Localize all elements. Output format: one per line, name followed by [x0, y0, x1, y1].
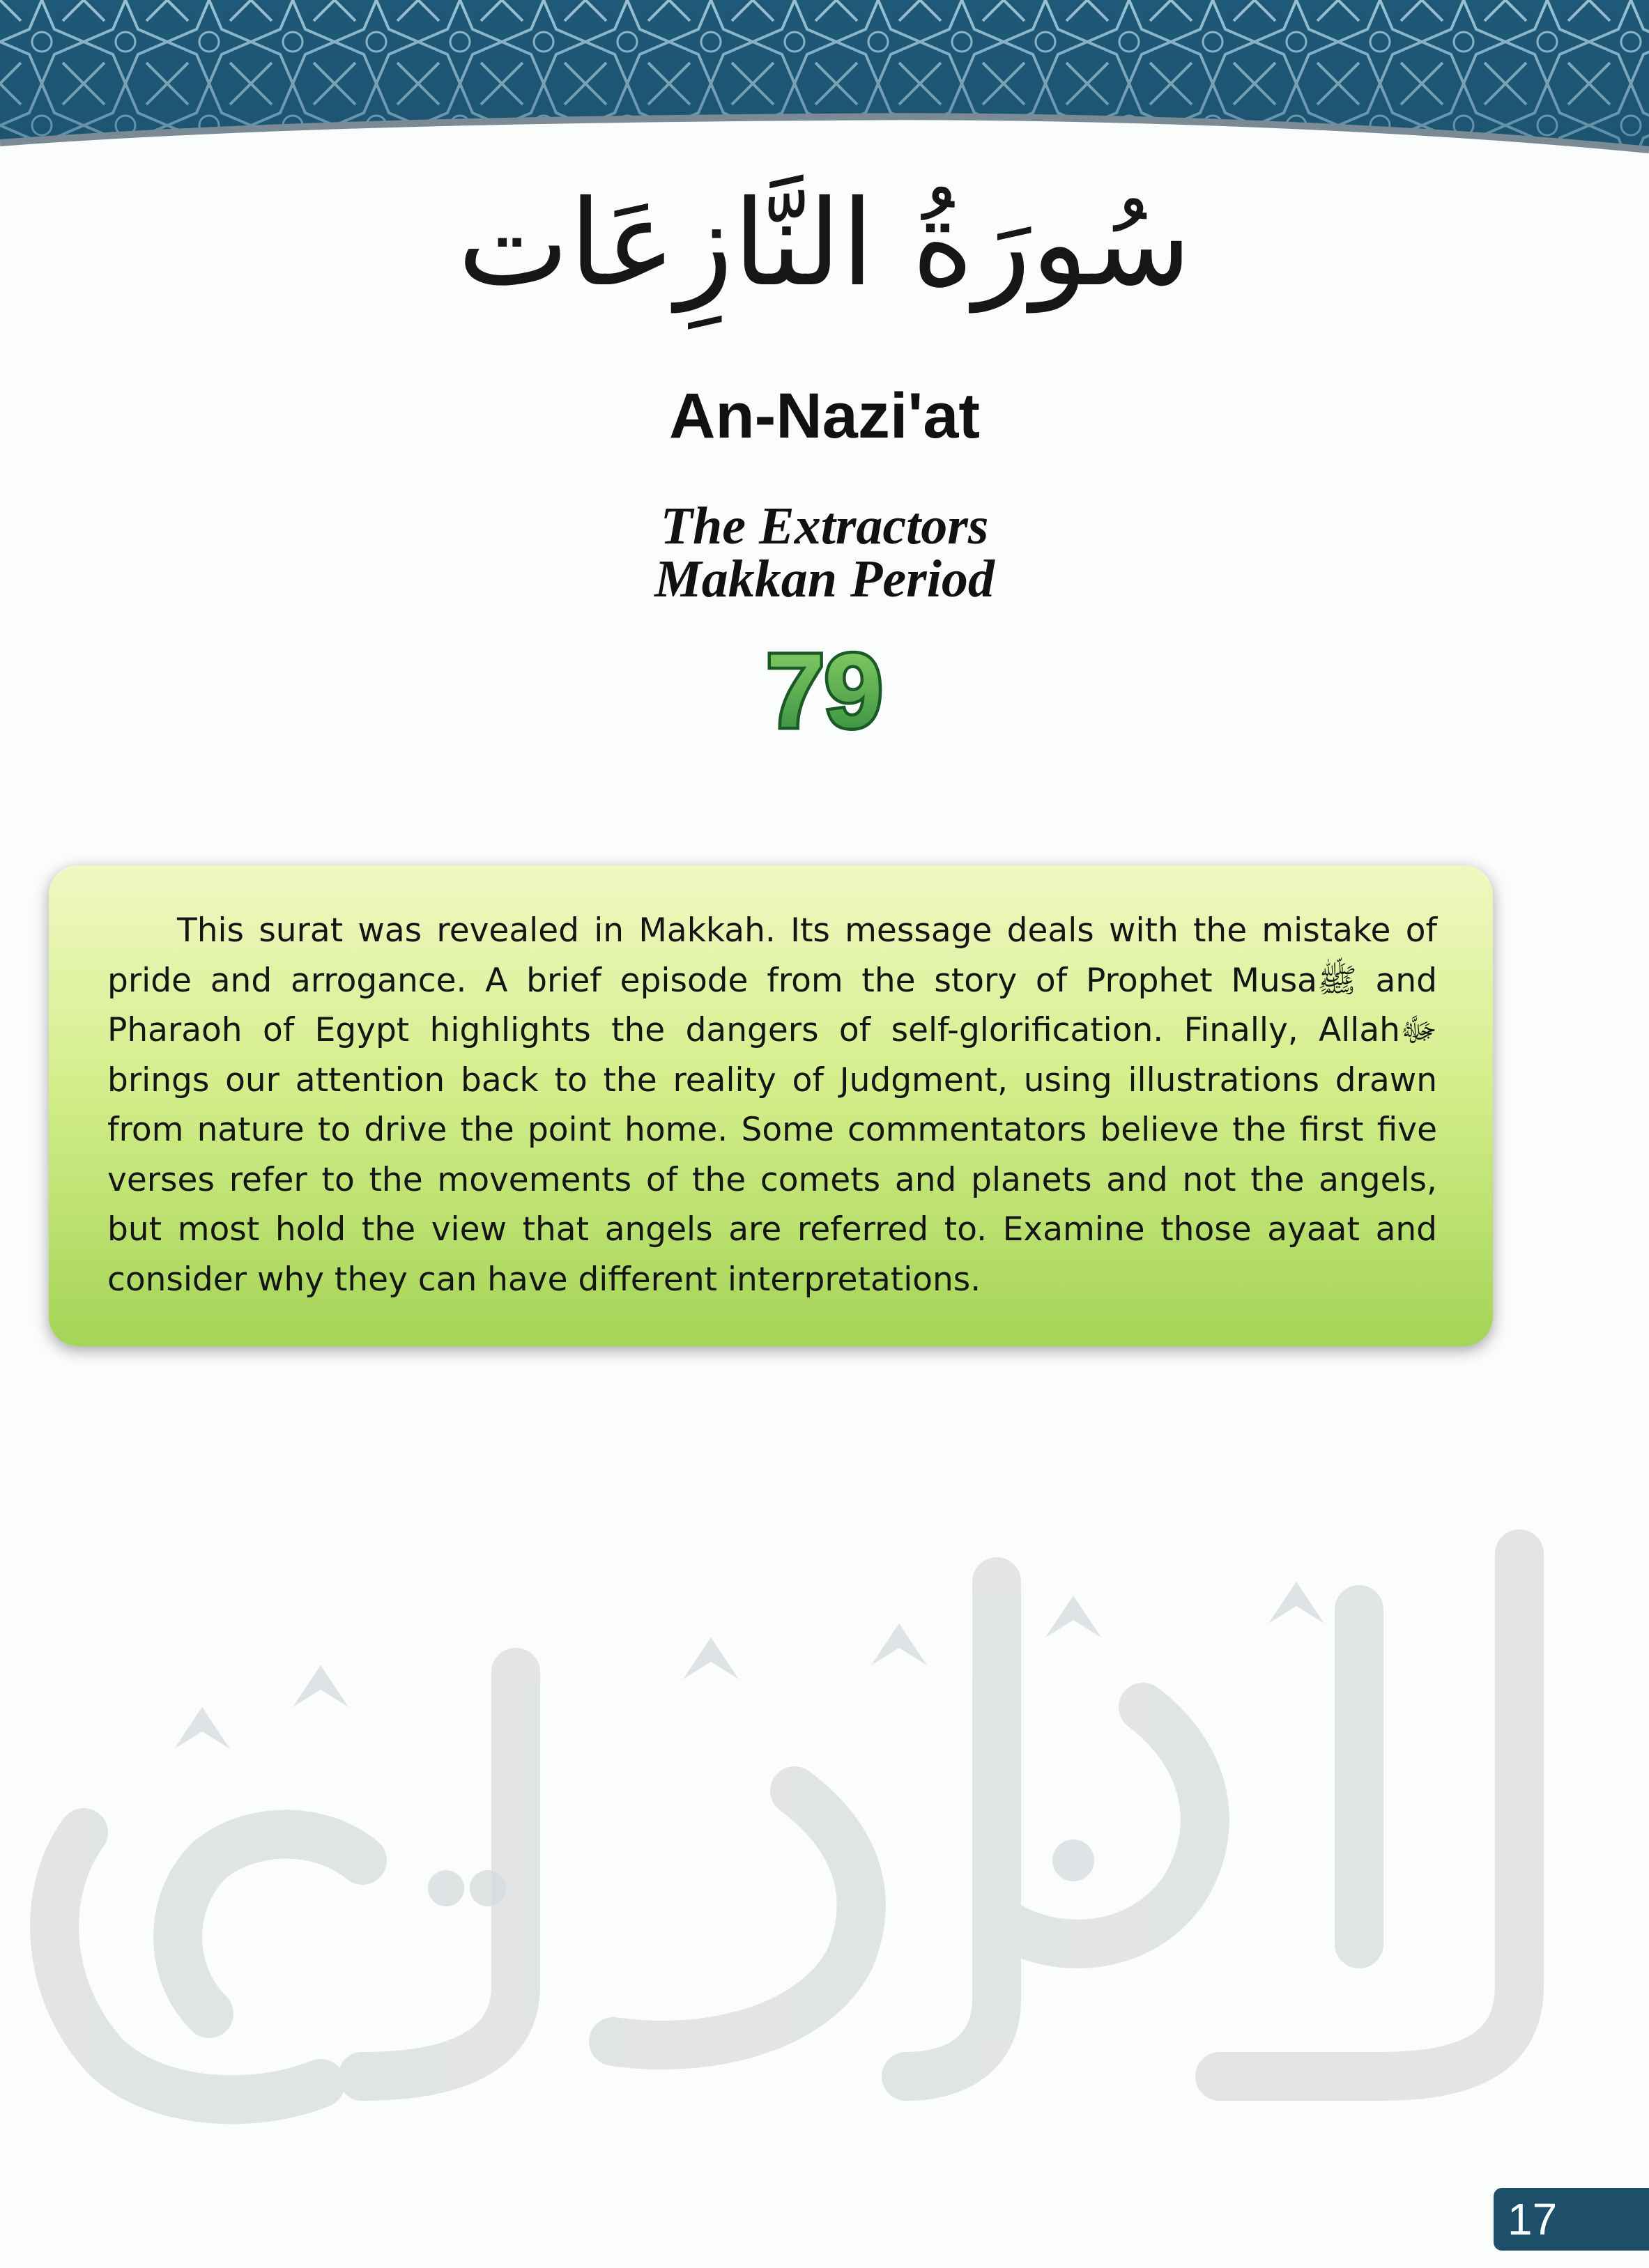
- geometric-pattern-banner: [0, 0, 1649, 160]
- intro-box: [49, 865, 1493, 1346]
- page-number: 17: [1494, 2188, 1649, 2251]
- surah-meaning: The Extractors: [660, 497, 989, 555]
- intro-paragraph: This surat was revealed in Makkah. Its message deals with the mistake of pride and arrogance. A brief episode from the story of Prophet Musaﷺ and Pharaoh of Egypt highlights the dangers of self-glorification. Finally, Allahﷻ brings our attention back to the reality of Judgment, using illustrations drawn from nature to drive the point home. Some commentators believe the first five verses refer to the movements of the comets and planets and not the angels, but most hold the view that angels are referred to. Examine those ayaat and consider why they can have different interpretations.: [107, 911, 1437, 1299]
- arabic-surah-title: سُورَةُ النَّازِعَات: [457, 175, 1192, 313]
- surah-number: 79: [766, 638, 883, 742]
- surah-number-badge: [707, 638, 942, 742]
- surah-name: An-Nazi'at: [668, 380, 981, 452]
- revelation-period: Makkan Period: [654, 550, 995, 608]
- watermark-calligraphy: [0, 1498, 1649, 2195]
- header-banner: [0, 0, 1649, 160]
